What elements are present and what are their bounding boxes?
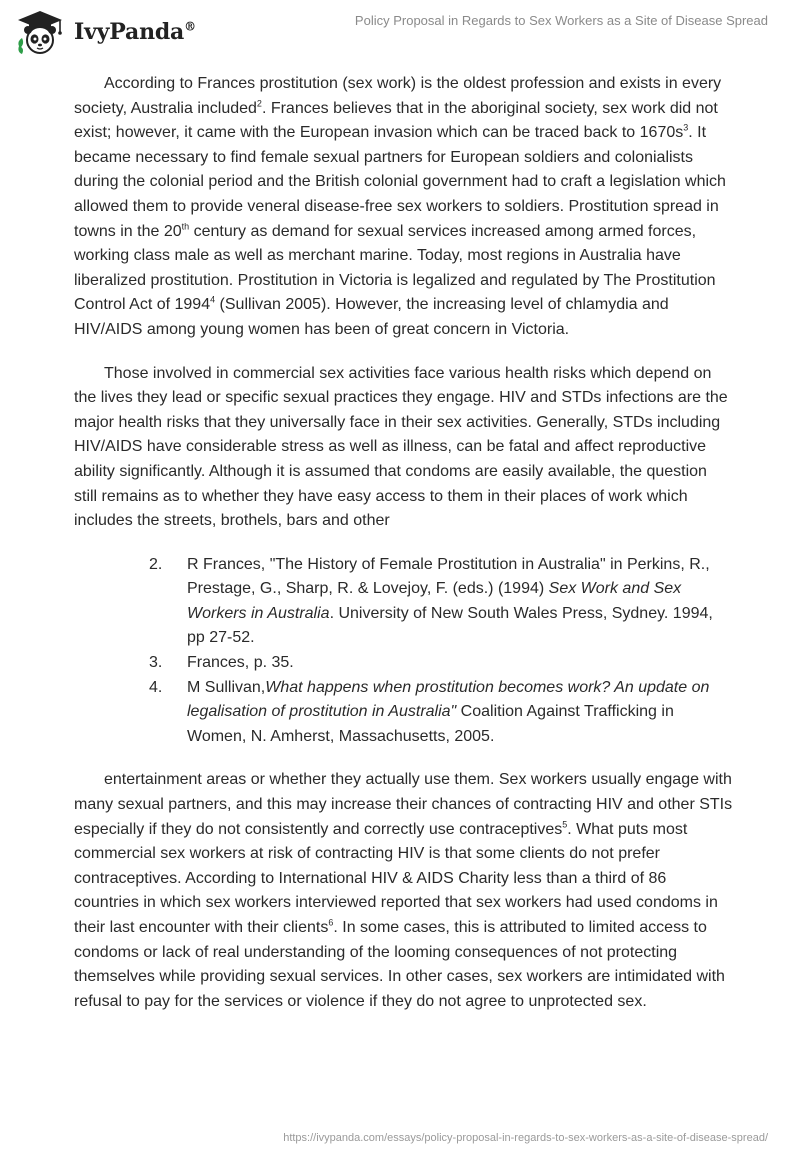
footnote-item: 2. R Frances, "The History of Female Prostitution in Australia" in Perkins, R., Prestage, G., Sharp, R. & Lovejoy, F. (eds.) (1994) Sex Work and Sex Workers in Australia. University of New South Wales Press, Sydney. 1994, pp 27-52.	[149, 555, 713, 647]
footnote-ref-4: 4	[210, 295, 216, 306]
paragraph-2: Those involved in commercial sex activities face various health risks which depend on the lives they lead or specific sexual practices they engage. HIV and STDs infections are the major health risks that they universally face in their sex activities. Generally, STDs including HIV/AIDS have considerable stress as well as illness, can be fatal and affect reproductive ability significantly. Although it is assumed that condoms are easily available, the question still remains as to whether they have easy access to them in their places of work which includes the streets, brothels, bars and other	[74, 364, 728, 530]
panda-graduate-icon	[14, 8, 72, 56]
ivypanda-logo[interactable]	[14, 8, 196, 56]
paragraph-3: entertainment areas or whether they actually use them. Sex workers usually engage with many sexual partners, and this may increase their chances of contracting HIV and other STIs especially if they do not consistently and correctly use contraceptives$^5$. What puts most commercial sex workers at risk of contracting HIV is that some clients do not prefer contraceptives. According to International HIV & AIDS Charity less than a third of 86 countries in which sex workers interviewed reported that sex workers had used condoms in their last encounter with their clients$^6$. In some cases, this is attributed to limited access to condoms or lack of real understanding of the looming consequences of not protecting themselves while providing sexual services. In other cases, sex workers are intimidated with refusal to pay for the services or violence if they do not agree to unprotected sex.	[74, 771, 733, 1010]
footnote-ref-3: 3	[683, 122, 689, 133]
brand-name: IvyPanda®	[74, 19, 196, 45]
footnote-item: 3. Frances, p. 35.	[149, 654, 294, 672]
paragraph-1: According to Frances prostitution (sex work) is the oldest profession and exists in every society, Australia included$^2$. Frances believes that in the aboriginal society, sex work did not exist; however, it came with the European invasion which can be traced back to $1670s^3$. It became necessary to find female sexual partners for European soldiers and colonialists during the colonial period and the British colonial government had to craft a legislation which allowed them to provide veneral disease-free sex workers to soldiers. Prostitution spread in towns in the 20th century as demand for sexual services increased among armed forces, working class male as well as merchant marine. Today, most regions in Australia have liberalized prostitution. Prostitution in Victoria is legalized and regulated by The Prostitution Control Act of 1994$^4$ (Sullivan 2005). However, the increasing level of chlamydia and HIV/AIDS among young women has been of great concern in Victoria.	[74, 75, 726, 338]
page-header	[0, 0, 800, 64]
footnote-item: 4. M Sullivan,What happens when prostitution becomes work? An update on legalisation of prostitution in Australia" Coalition Against Trafficking in Women, N. Amherst, Massachusetts, 2005.	[149, 678, 710, 745]
source-url-link[interactable]: https://ivypanda.com/essays/policy-proposal-in-regards-to-sex-workers-as-a-site-of-disease-spread/	[283, 1132, 768, 1144]
footnote-ref-2: 2	[256, 98, 262, 109]
footnotes-list	[74, 553, 734, 750]
document-title: Policy Proposal in Regards to Sex Workers as a Site of Disease Spread	[354, 13, 768, 28]
footnote-ref-6: 6	[328, 917, 334, 928]
essay-body	[74, 72, 734, 1033]
footnote-ref-5: 5	[562, 819, 568, 830]
